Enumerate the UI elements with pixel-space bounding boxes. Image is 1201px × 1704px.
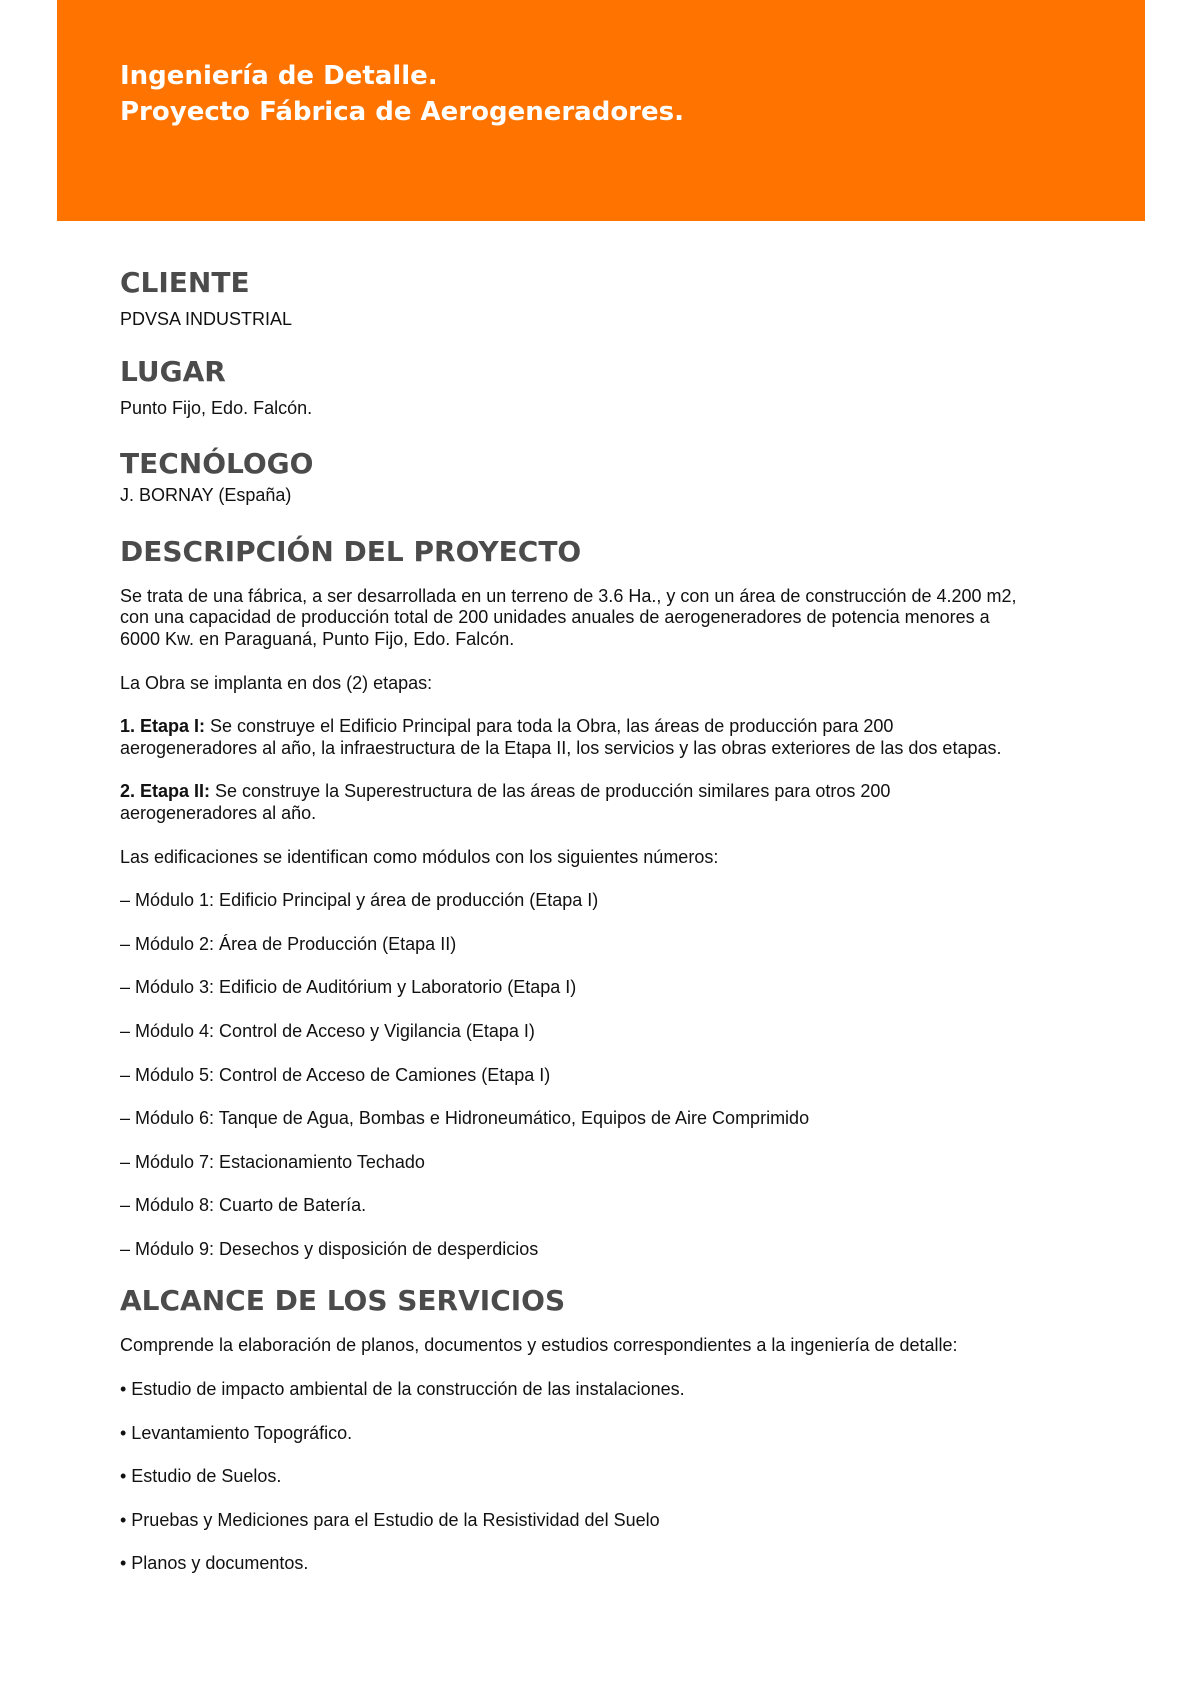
alcance-intro: Comprende la elaboración de planos, documentos y estudios correspondientes a la ingeniería de detalle: <box>120 1335 958 1356</box>
modulo-item: – Módulo 5: Control de Acceso de Camiones (Etapa I) <box>120 1064 551 1085</box>
modulo-item: – Módulo 6: Tanque de Agua, Bombas e Hidroneumático, Equipos de Aire Comprimido <box>120 1108 810 1129</box>
page-title <box>120 58 684 130</box>
modulo-item: – Módulo 3: Edificio de Auditórium y Laboratorio (Etapa I) <box>120 977 577 998</box>
modulo-item: – Módulo 2: Área de Producción (Etapa II) <box>120 933 457 954</box>
modulo-item: – Módulo 4: Control de Acceso y Vigilancia (Etapa I) <box>120 1020 535 1041</box>
document-body <box>120 262 1020 1575</box>
descripcion-section <box>120 531 1020 1261</box>
lugar-heading: LUGAR <box>120 354 226 388</box>
descripcion-intro: Se trata de una fábrica, a ser desarrollada en un terreno de 3.6 Ha., y con un área de construcción de 4.200 m2, con una capacidad de producción total de 200 unidades anuales de aerogeneradores de potencia menores a 6000 Kw. en Paraguaná, Punto Fijo, Edo. Falcón. <box>120 585 1017 649</box>
modulos-intro: Las edificaciones se identifican como módulos con los siguientes números: <box>120 846 719 867</box>
lugar-value: Punto Fijo, Edo. Falcón. <box>120 397 313 418</box>
alcance-section <box>120 1280 1020 1575</box>
etapa-2 <box>120 781 1020 824</box>
header-banner <box>57 0 1145 221</box>
cliente-section <box>120 262 1020 331</box>
tecnologo-section <box>120 443 1020 507</box>
tecnologo-value: J. BORNAY (España) <box>120 485 292 506</box>
etapa-1-label: 1. Etapa I: <box>120 716 206 737</box>
alcance-item: • Estudio de Suelos. <box>120 1466 282 1487</box>
cliente-heading: CLIENTE <box>120 266 250 299</box>
alcance-item: • Levantamiento Topográfico. <box>120 1422 353 1443</box>
etapa-1 <box>120 716 1020 759</box>
page-title-line-2: Proyecto Fábrica de Aerogeneradores. <box>120 97 684 127</box>
lugar-section <box>120 351 1020 420</box>
etapa-2-label: 2. Etapa II: <box>120 781 211 802</box>
alcance-heading: ALCANCE DE LOS SERVICIOS <box>120 1284 566 1318</box>
page-title-line-1: Ingeniería de Detalle. <box>120 61 438 91</box>
alcance-item: • Planos y documentos. <box>120 1553 309 1574</box>
modulo-item: – Módulo 7: Estacionamiento Techado <box>120 1151 425 1172</box>
modulo-item: – Módulo 1: Edificio Principal y área de producción (Etapa I) <box>120 890 599 911</box>
etapas-intro: La Obra se implanta en dos (2) etapas: <box>120 672 433 693</box>
descripcion-heading: DESCRIPCIÓN DEL PROYECTO <box>120 534 582 568</box>
alcance-item: • Pruebas y Mediciones para el Estudio de la Resistividad del Suelo <box>120 1509 660 1530</box>
etapa-2-text: Se construye la Superestructura de las áreas de producción similares para otros 200 aerogeneradores al año. <box>120 781 891 823</box>
tecnologo-heading: TECNÓLOGO <box>120 447 314 481</box>
etapa-1-text: Se construye el Edificio Principal para toda la Obra, las áreas de producción para 200 aerogeneradores al año, la infraestructura de la Etapa II, los servicios y las obras exteriores de las dos etapas. <box>120 716 1002 758</box>
modulo-item: – Módulo 9: Desechos y disposición de desperdicios <box>120 1238 539 1259</box>
cliente-value: PDVSA INDUSTRIAL <box>120 309 293 329</box>
modulo-item: – Módulo 8: Cuarto de Batería. <box>120 1195 367 1216</box>
alcance-item: • Estudio de impacto ambiental de la construcción de las instalaciones. <box>120 1379 685 1400</box>
